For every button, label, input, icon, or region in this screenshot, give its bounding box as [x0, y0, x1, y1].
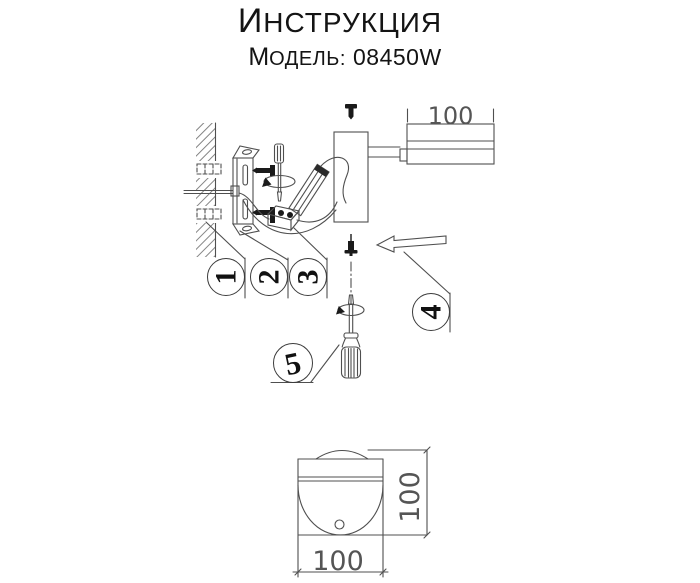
model-number: 08450W	[352, 44, 442, 70]
title-text-initial: И	[237, 2, 264, 40]
callout-2	[250, 258, 288, 296]
mount-screw-top	[345, 104, 357, 120]
terminal-block	[268, 206, 299, 230]
callout-5-number: 5	[281, 344, 305, 382]
sensor-button	[335, 520, 344, 529]
callout-1-number: 1	[209, 269, 242, 285]
callout-4-number: 4	[414, 304, 447, 320]
mount-screw-bottom	[345, 234, 358, 256]
title-text-rest: НСТРУКЦИЯ	[263, 7, 443, 38]
callout-3	[289, 258, 327, 296]
screwdriver	[342, 295, 361, 378]
dim-body-width: 100	[312, 546, 364, 577]
dome-arc	[316, 451, 368, 460]
small-screwdriver	[275, 144, 284, 201]
lamp-arm	[368, 147, 407, 161]
model-label-rest: ОДЕЛЬ:	[269, 48, 346, 70]
callout-4	[412, 293, 450, 331]
callout-3-number: 3	[291, 269, 324, 285]
callout-1	[207, 258, 245, 296]
direction-arrow	[377, 236, 446, 252]
dim-arm-length: 100	[427, 102, 474, 130]
wire-connector	[289, 164, 329, 215]
callout-2-number: 2	[252, 269, 285, 285]
rotation-arrow-large	[336, 305, 364, 316]
mounting-bracket	[233, 146, 259, 235]
lamp-backplate	[334, 132, 368, 222]
model-label-initial: М	[248, 43, 270, 71]
shade-arc	[298, 485, 383, 535]
callout-5	[273, 343, 313, 383]
dim-body-height: 100	[395, 471, 426, 523]
